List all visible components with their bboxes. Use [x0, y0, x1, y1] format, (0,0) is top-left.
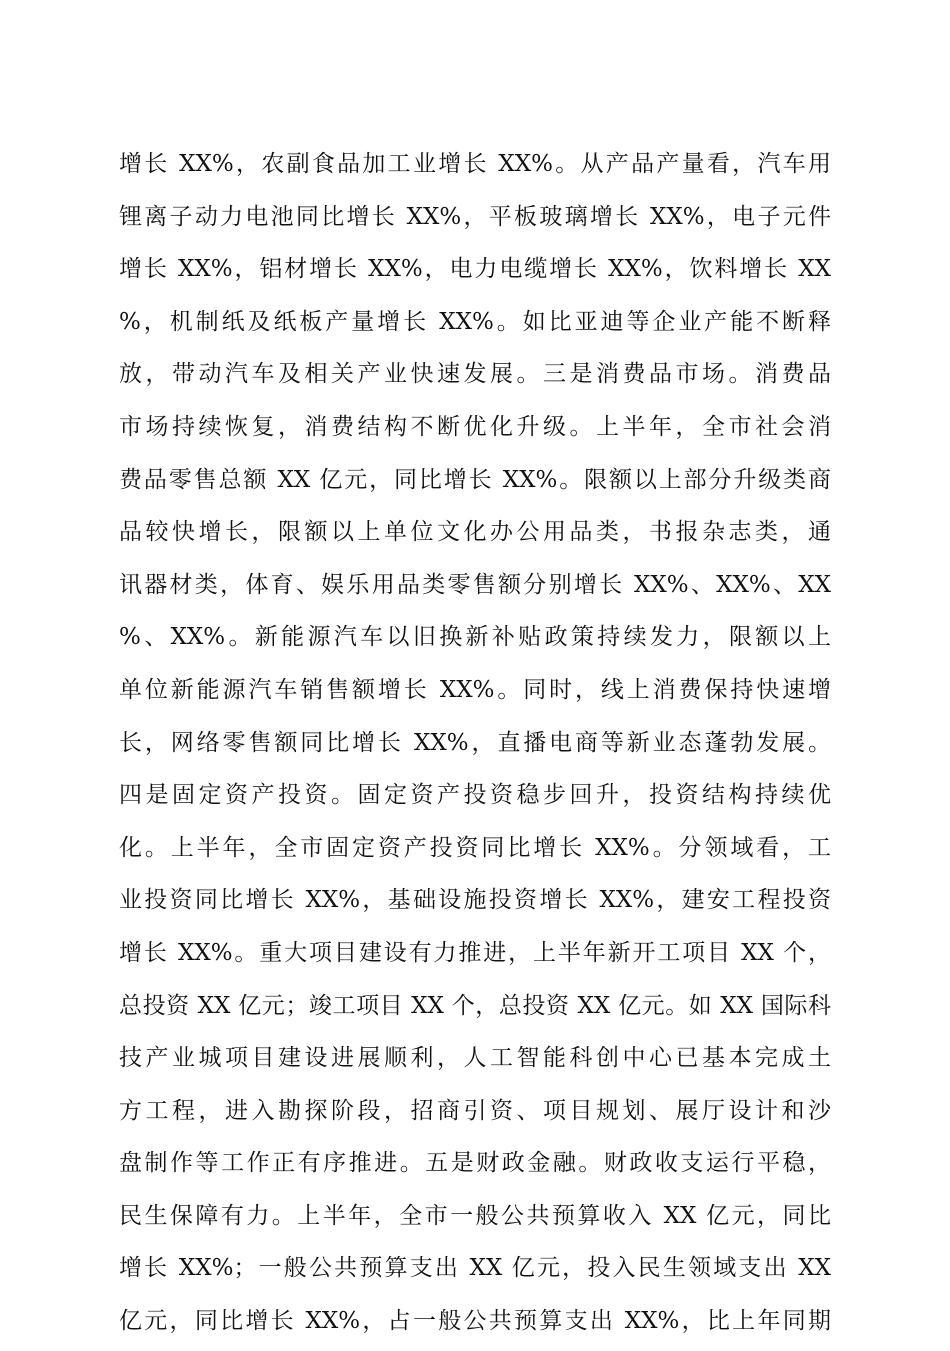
body-paragraph [119, 141, 831, 1351]
text-line: 增长 XX%；一般公共预算支出 XX 亿元，投入民生领域支出 XX [119, 1255, 831, 1282]
text-line: 锂离子动力电池同比增长 XX%，平板玻璃增长 XX%，电子元件 [119, 203, 831, 230]
text-line: %，机制纸及纸板产量增长 XX%。如比亚迪等企业产能不断释 [119, 308, 831, 335]
text-line: 增长 XX%，农副食品加工业增长 XX%。从产品产量看，汽车用 [119, 151, 831, 177]
text-line: 品较快增长，限额以上单位文化办公用品类，书报杂志类，通 [119, 519, 831, 546]
text-line: 盘制作等工作正有序推进。五是财政金融。财政收支运行平稳， [119, 1150, 831, 1177]
text-line: 市场持续恢复，消费结构不断优化升级。上半年，全市社会消 [119, 413, 831, 440]
text-line: 四是固定资产投资。固定资产投资稳步回升，投资结构持续优 [119, 782, 831, 809]
text-line: 亿元，同比增长 XX%，占一般公共预算支出 XX%，比上年同期 [119, 1308, 831, 1335]
text-line: 总投资 XX 亿元；竣工项目 XX 个，总投资 XX 亿元。如 XX 国际科 [119, 992, 831, 1019]
text-line: 增长 XX%，铝材增长 XX%，电力电缆增长 XX%，饮料增长 XX [119, 256, 831, 283]
text-line: 增长 XX%。重大项目建设有力推进，上半年新开工项目 XX 个， [119, 939, 831, 966]
text-line: 单位新能源汽车销售额增长 XX%。同时，线上消费保持快速增 [119, 676, 831, 703]
text-line: 费品零售总额 XX 亿元，同比增长 XX%。限额以上部分升级类商 [119, 466, 831, 493]
text-line: 业投资同比增长 XX%，基础设施投资增长 XX%，建安工程投资 [119, 887, 831, 914]
text-line: 讯器材类，体育、娱乐用品类零售额分别增长 XX%、XX%、XX [119, 571, 831, 598]
text-line: 化。上半年，全市固定资产投资同比增长 XX%。分领域看，工 [119, 834, 831, 861]
text-line: 方工程，进入勘探阶段，招商引资、项目规划、展厅设计和沙 [119, 1097, 831, 1124]
text-line: 民生保障有力。上半年，全市一般公共预算收入 XX 亿元，同比 [119, 1202, 831, 1229]
text-line: 技产业城项目建设进展顺利，人工智能科创中心已基本完成土 [119, 1045, 831, 1072]
text-line: 放，带动汽车及相关产业快速发展。三是消费品市场。消费品 [119, 361, 831, 388]
text-line: %、XX%。新能源汽车以旧换新补贴政策持续发力，限额以上 [119, 624, 831, 651]
text-line: 长，网络零售额同比增长 XX%，直播电商等新业态蓬勃发展。 [119, 729, 831, 756]
